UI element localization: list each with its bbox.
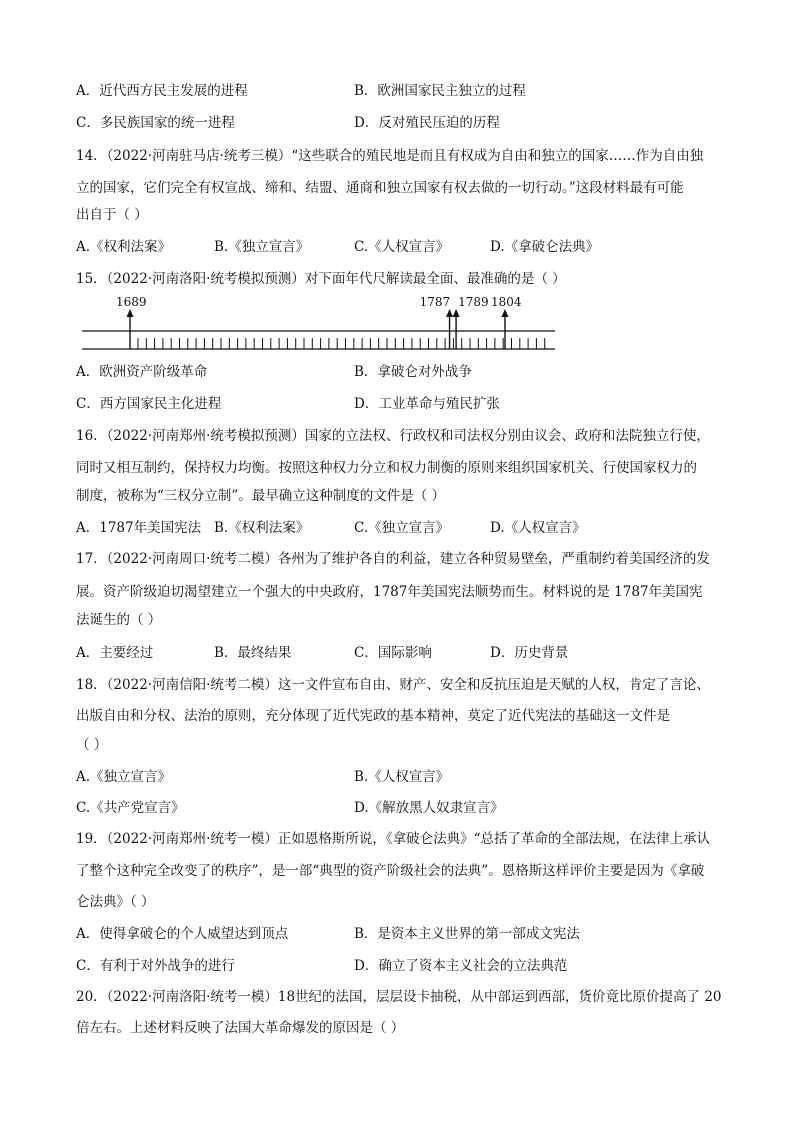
q14-stem-line-1: 14．（2022·河南驻马店·统考三模）“这些联合的殖民地是而且有权成为自由和独立的国家……作为自由独 bbox=[76, 148, 704, 164]
q16-option-a: A．1787年美国宪法 bbox=[76, 520, 202, 536]
timeline-label-1689: 1689 bbox=[116, 295, 147, 309]
q18-stem-line-2: 出版自由和分权、法治的原则，充分体现了近代宪政的基本精神，莫定了近代宪法的基础这一文件是 bbox=[76, 708, 670, 724]
q14-stem-line-3: 出自于（ ） bbox=[76, 207, 148, 223]
q17-stem-line-1: 17．（2022·河南周口·统考二模）各州为了维护各自的利益，建立各种贸易壁垒，严重制约着美国经济的发 bbox=[76, 551, 710, 567]
q13-option-b: B．欧洲国家民主独立的过程 bbox=[354, 83, 526, 99]
timeline-ruler bbox=[80, 294, 560, 354]
q15-timeline bbox=[80, 294, 560, 354]
q17-option-c: C．国际影响 bbox=[354, 645, 432, 661]
q19-option-d: D．确立了资本主义社会的立法典范 bbox=[354, 958, 568, 974]
q20-stem-line-1: 20．（2022·河南洛阳·统考一模）18世纪的法国，层层设卡抽税，从中部运到西部，货价竟比原价提高了 20 bbox=[76, 989, 722, 1005]
q17-option-a: A．主要经过 bbox=[76, 645, 154, 661]
q17-stem-line-2: 展。资产阶级迫切渴望建立一个强大的中央政府，1787年美国宪法顺势而生。材料说的是 1787年美国宪 bbox=[76, 584, 703, 600]
q14-option-a: A.《权利法案》 bbox=[76, 239, 172, 255]
q13-option-a: A．近代西方民主发展的进程 bbox=[76, 83, 248, 99]
q13-option-d: D．反对殖民压迫的历程 bbox=[354, 115, 500, 131]
q20-stem-line-2: 倍左右。上述材料反映了法国大革命爆发的原因是（ ） bbox=[76, 1020, 405, 1036]
q14-stem-line-2: 立的国家，它们完全有权宣战、缔和、结盟、通商和独立国家有权去做的一切行动。”这段材料最有可能 bbox=[76, 180, 684, 196]
q19-option-b: B．是资本主义世界的第一部成文宪法 bbox=[354, 926, 580, 942]
q15-option-c: C．西方国家民主化进程 bbox=[76, 396, 222, 412]
q16-option-d: D.《人权宣言》 bbox=[490, 520, 586, 536]
q19-stem-line-2: 了整个这种完全改变了的秩序”，是一部“典型的资产阶级社会的法典”。恩格斯这样评价主要是因为《拿破 bbox=[76, 863, 705, 879]
timeline-arrowhead-1689 bbox=[127, 309, 134, 317]
q19-stem-line-1: 19．（2022·河南郑州·统考一模）正如恩格斯所说，《拿破仑法典》“总括了革命的全部法规，在法律上承认 bbox=[76, 831, 711, 847]
q19-option-a: A．使得拿破仑的个人威望达到顶点 bbox=[76, 926, 289, 942]
q16-stem-line-1: 16．（2022·河南郑州·统考模拟预测）国家的立法权、行政权和司法权分别由议会、政府和法院独立行使， bbox=[76, 428, 710, 444]
q19-option-c: C．有利于对外战争的进行 bbox=[76, 958, 235, 974]
timeline-arrowhead-1804 bbox=[502, 309, 509, 317]
q18-option-d: D.《解放黑人奴隶宣言》 bbox=[354, 800, 504, 816]
q19-stem-line-3: 仑法典》（ ） bbox=[76, 894, 155, 910]
q14-option-c: C.《人权宣言》 bbox=[354, 239, 450, 255]
q16-stem-line-2: 同时又相互制约，保持权力均衡。按照这种权力分立和权力制衡的原则来组织国家机关、行使国家权力的 bbox=[76, 460, 697, 476]
q18-stem-line-1: 18．（2022·河南信阳·统考二模）这一文件宣布自由、财产、安全和反抗压迫是天赋的人权，肯定了言论、 bbox=[76, 677, 710, 693]
q15-stem-line-1: 15．（2022·河南洛阳·统考模拟预测）对下面年代尺解读最全面、最准确的是（ ） bbox=[76, 271, 566, 287]
timeline-label-1804: 1804 bbox=[491, 295, 522, 309]
q16-stem-line-3: 制度，被称为“三权分立制”。最早确立这种制度的文件是（ ） bbox=[76, 488, 446, 504]
timeline-arrowhead-1787 bbox=[446, 309, 453, 317]
q15-option-d: D．工业革命与殖民扩张 bbox=[354, 396, 500, 412]
q13-option-c: C．多民族国家的统一进程 bbox=[76, 115, 235, 131]
q17-option-b: B．最终结果 bbox=[214, 645, 292, 661]
timeline-label-1787: 1787 bbox=[419, 295, 451, 309]
q18-option-a: A.《独立宣言》 bbox=[76, 769, 172, 785]
q16-option-c: C.《独立宣言》 bbox=[354, 520, 450, 536]
timeline-label-1789: 1789 bbox=[458, 295, 489, 309]
timeline-arrowhead-1789 bbox=[453, 309, 460, 317]
q16-option-b: B.《权利法案》 bbox=[214, 520, 310, 536]
q17-stem-line-3: 法诞生的（ ） bbox=[76, 612, 162, 628]
q18-stem-line-3: （ ） bbox=[76, 737, 108, 753]
q15-option-b: B．拿破仑对外战争 bbox=[354, 364, 472, 380]
q18-option-b: B.《人权宣言》 bbox=[354, 769, 450, 785]
q17-option-d: D．历史背景 bbox=[490, 645, 569, 661]
q14-option-d: D.《拿破仑法典》 bbox=[490, 239, 600, 255]
q18-option-c: C.《共产党宣言》 bbox=[76, 800, 185, 816]
q14-option-b: B.《独立宣言》 bbox=[214, 239, 310, 255]
q15-option-a: A．欧洲资产阶级革命 bbox=[76, 364, 208, 380]
